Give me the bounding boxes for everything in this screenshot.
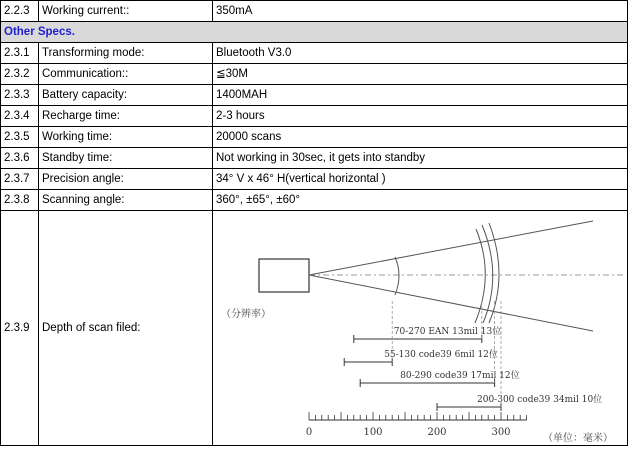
row-value: ≦30M: [213, 64, 628, 85]
axis-tick-label: 300: [491, 427, 511, 438]
row-value: Not working in 30sec, it gets into standby: [213, 148, 628, 169]
row-number: 2.3.3: [1, 85, 39, 106]
range-label: 80-290 code39 17mil 12位: [400, 371, 520, 381]
spec-row-2-3-2: [1, 64, 628, 85]
beam-lower-edge: [309, 275, 593, 331]
row-label: Scanning angle:: [39, 190, 213, 211]
row-number: 2.2.3: [1, 1, 39, 22]
row-value: 360°, ±65°, ±60°: [213, 190, 628, 211]
row-label: Precision angle:: [39, 169, 213, 190]
row-number: 2.3.6: [1, 148, 39, 169]
row-label: Communication::: [39, 64, 213, 85]
depth-arc-near: [395, 257, 399, 295]
spec-row-2-3-4: [1, 106, 628, 127]
scan-depth-diagram-cell: [213, 211, 628, 446]
row-label: Recharge time:: [39, 106, 213, 127]
scanner-head-shape: [259, 259, 309, 292]
row-number: 2.3.9: [1, 211, 39, 446]
spec-row-2-3-3: [1, 85, 628, 106]
row-value: 2-3 hours: [213, 106, 628, 127]
beam-upper-edge: [309, 221, 593, 275]
row-value: 1400MAH: [213, 85, 628, 106]
row-value: Bluetooth V3.0: [213, 43, 628, 64]
row-value: 20000 scans: [213, 127, 628, 148]
row-number: 2.3.1: [1, 43, 39, 64]
row-number: 2.3.5: [1, 127, 39, 148]
section-title: Other Specs.: [1, 22, 628, 43]
row-label: Depth of scan filed:: [39, 211, 213, 446]
axis-tick-label: 200: [427, 427, 447, 438]
row-label: Battery capacity:: [39, 85, 213, 106]
axis-tick-label: 100: [363, 427, 383, 438]
row-number: 2.3.4: [1, 106, 39, 127]
row-label: Transforming mode:: [39, 43, 213, 64]
spec-row-2-3-5: [1, 127, 628, 148]
row-value: 350mA: [213, 1, 628, 22]
row-number: 2.3.2: [1, 64, 39, 85]
range-label: 55-130 code39 6mil 12位: [384, 350, 498, 360]
row-label: Working current::: [39, 1, 213, 22]
depth-arc-far-1: [482, 225, 493, 323]
spec-row-2-2-3: [1, 1, 628, 22]
spec-row-2-3-7: [1, 169, 628, 190]
section-header-row: [1, 22, 628, 43]
range-label: 70-270 EAN 13mil 13位: [393, 327, 502, 337]
spec-row-2-3-6: [1, 148, 628, 169]
range-bars: [344, 301, 602, 411]
spec-row-2-3-9: [1, 211, 628, 446]
depth-arc-far-2: [489, 223, 499, 323]
range-label: 200-300 code39 34mil 10位: [477, 395, 603, 405]
unit-label: （单位：毫米）: [543, 433, 613, 444]
row-number: 2.3.8: [1, 190, 39, 211]
row-value: 34° V x 46° H(vertical horizontal ): [213, 169, 628, 190]
resolution-label: （分辨率）: [221, 309, 271, 320]
spec-row-2-3-1: [1, 43, 628, 64]
axis-tick-label: 0: [305, 427, 313, 438]
scan-depth-diagram: [213, 211, 627, 445]
row-label: Standby time:: [39, 148, 213, 169]
spec-row-2-3-8: [1, 190, 628, 211]
row-number: 2.3.7: [1, 169, 39, 190]
distance-axis: [306, 412, 527, 438]
row-label: Working time:: [39, 127, 213, 148]
